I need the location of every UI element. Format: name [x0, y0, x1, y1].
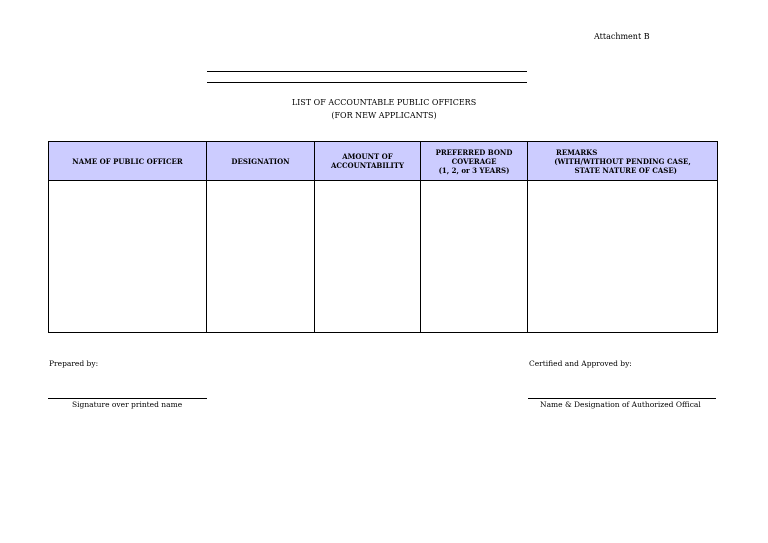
cell-preferred-bond-coverage[interactable]: [421, 181, 528, 333]
prepared-signature-line[interactable]: [48, 398, 207, 399]
document-subtitle: (FOR NEW APPLICANTS): [331, 111, 437, 120]
cell-name-of-public-officer[interactable]: [49, 181, 207, 333]
header-designation: DESIGNATION: [207, 142, 315, 181]
table-header-row: [49, 142, 718, 181]
document-title: LIST OF ACCOUNTABLE PUBLIC OFFICERS: [291, 98, 477, 107]
header-amount-of-accountability: AMOUNT OF ACCOUNTABILITY: [315, 142, 421, 181]
cell-remarks[interactable]: [528, 181, 718, 333]
prepared-by-label: Prepared by:: [49, 359, 99, 368]
officers-table: [48, 141, 718, 333]
table-row: [49, 181, 718, 333]
header-line-bottom: [207, 82, 527, 83]
cell-designation[interactable]: [207, 181, 315, 333]
header-line-top: [207, 71, 527, 72]
attachment-label: Attachment B: [594, 32, 650, 41]
cell-amount-of-accountability[interactable]: [315, 181, 421, 333]
prepared-signature-caption: Signature over printed name: [72, 400, 183, 409]
header-preferred-bond-coverage: PREFERRED BOND COVERAGE (1, 2, or 3 YEARS): [421, 142, 528, 181]
certified-by-label: Certified and Approved by:: [529, 359, 632, 368]
certified-signature-line[interactable]: [528, 398, 716, 399]
header-remarks: REMARKS (WITH/WITHOUT PENDING CASE, STATE NATURE OF CASE): [528, 142, 718, 181]
header-name-of-public-officer: NAME OF PUBLIC OFFICER: [49, 142, 207, 181]
certified-signature-caption: Name & Designation of Authorized Offical: [540, 400, 701, 409]
